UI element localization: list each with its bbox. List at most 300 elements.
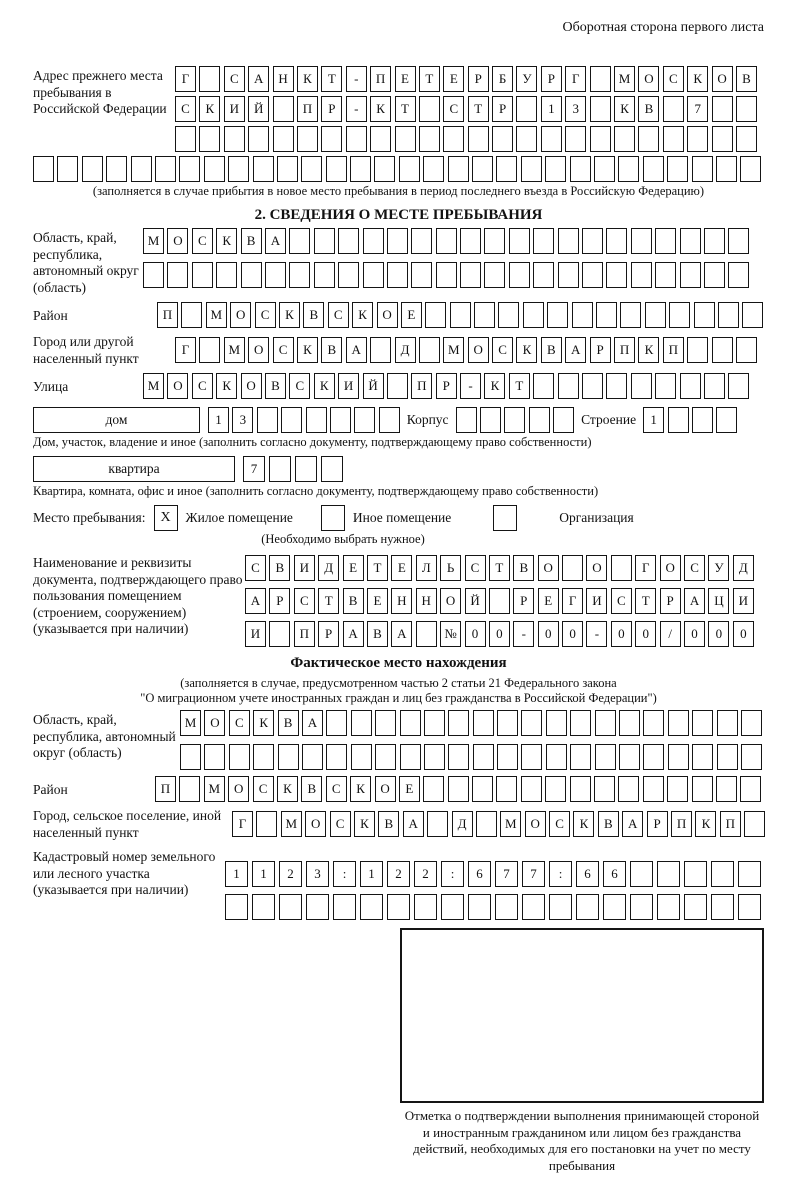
char-cell[interactable]	[692, 744, 713, 770]
char-cell[interactable]: И	[294, 555, 315, 581]
char-cell[interactable]: С	[465, 555, 486, 581]
char-cell[interactable]	[387, 228, 408, 254]
char-cell[interactable]: П	[663, 337, 684, 363]
char-cell[interactable]: С	[492, 337, 513, 363]
char-cell[interactable]: О	[712, 66, 733, 92]
char-cell[interactable]: 0	[733, 621, 754, 647]
char-cell[interactable]	[711, 861, 734, 887]
char-cell[interactable]: А	[248, 66, 269, 92]
char-cell[interactable]: М	[443, 337, 464, 363]
char-cell[interactable]	[199, 337, 220, 363]
char-cell[interactable]	[668, 744, 689, 770]
char-cell[interactable]	[594, 776, 615, 802]
char-cell[interactable]	[521, 710, 542, 736]
char-cell[interactable]	[448, 156, 469, 182]
char-cell[interactable]	[314, 262, 335, 288]
char-cell[interactable]: А	[302, 710, 323, 736]
char-cell[interactable]: С	[175, 96, 196, 122]
char-cell[interactable]: Е	[443, 66, 464, 92]
char-cell[interactable]	[277, 156, 298, 182]
char-cell[interactable]: П	[411, 373, 432, 399]
char-cell[interactable]: /	[660, 621, 681, 647]
char-cell[interactable]: Л	[416, 555, 437, 581]
char-cell[interactable]	[106, 156, 127, 182]
char-cell[interactable]	[423, 156, 444, 182]
char-cell[interactable]: В	[301, 776, 322, 802]
char-cell[interactable]: С	[328, 302, 349, 328]
char-cell[interactable]	[546, 744, 567, 770]
char-cell[interactable]: Г	[232, 811, 253, 837]
char-cell[interactable]	[728, 262, 749, 288]
char-cell[interactable]: К	[199, 96, 220, 122]
char-cell[interactable]: С	[684, 555, 705, 581]
char-cell[interactable]: Р	[492, 96, 513, 122]
char-cell[interactable]	[529, 407, 550, 433]
char-cell[interactable]: М	[206, 302, 227, 328]
char-cell[interactable]	[545, 776, 566, 802]
char-cell[interactable]	[375, 744, 396, 770]
char-cell[interactable]: Т	[468, 96, 489, 122]
char-cell[interactable]	[570, 710, 591, 736]
dom-box[interactable]: дом	[33, 407, 200, 433]
char-cell[interactable]: Р	[660, 588, 681, 614]
char-cell[interactable]: Г	[635, 555, 656, 581]
char-cell[interactable]: :	[549, 861, 572, 887]
char-cell[interactable]	[565, 126, 586, 152]
char-cell[interactable]: Р	[590, 337, 611, 363]
char-cell[interactable]	[740, 156, 761, 182]
char-cell[interactable]	[448, 776, 469, 802]
char-cell[interactable]: Е	[399, 776, 420, 802]
char-cell[interactable]	[423, 776, 444, 802]
char-cell[interactable]	[448, 710, 469, 736]
char-cell[interactable]: К	[216, 373, 237, 399]
char-cell[interactable]	[533, 228, 554, 254]
char-cell[interactable]	[657, 894, 680, 920]
char-cell[interactable]: В	[513, 555, 534, 581]
char-cell[interactable]: Р	[318, 621, 339, 647]
char-cell[interactable]: А	[565, 337, 586, 363]
char-cell[interactable]: 3	[306, 861, 329, 887]
char-cell[interactable]	[436, 262, 457, 288]
char-cell[interactable]	[631, 228, 652, 254]
char-cell[interactable]	[522, 894, 545, 920]
char-cell[interactable]: М	[143, 228, 164, 254]
char-cell[interactable]: Т	[509, 373, 530, 399]
char-cell[interactable]	[545, 156, 566, 182]
char-cell[interactable]: С	[443, 96, 464, 122]
char-cell[interactable]: 0	[684, 621, 705, 647]
char-cell[interactable]: С	[294, 588, 315, 614]
char-cell[interactable]	[360, 894, 383, 920]
char-cell[interactable]: Б	[492, 66, 513, 92]
char-cell[interactable]	[175, 126, 196, 152]
char-cell[interactable]	[712, 126, 733, 152]
char-cell[interactable]: Н	[416, 588, 437, 614]
char-cell[interactable]	[411, 262, 432, 288]
char-cell[interactable]: В	[269, 555, 290, 581]
char-cell[interactable]	[241, 262, 262, 288]
char-cell[interactable]	[496, 156, 517, 182]
char-cell[interactable]	[448, 744, 469, 770]
char-cell[interactable]: -	[586, 621, 607, 647]
char-cell[interactable]: С	[611, 588, 632, 614]
char-cell[interactable]	[533, 262, 554, 288]
char-cell[interactable]: К	[695, 811, 716, 837]
char-cell[interactable]: О	[377, 302, 398, 328]
char-cell[interactable]	[419, 96, 440, 122]
char-cell[interactable]	[289, 262, 310, 288]
char-cell[interactable]	[179, 156, 200, 182]
char-cell[interactable]	[521, 776, 542, 802]
char-cell[interactable]	[692, 407, 713, 433]
char-cell[interactable]	[199, 126, 220, 152]
char-cell[interactable]: И	[245, 621, 266, 647]
char-cell[interactable]: В	[303, 302, 324, 328]
char-cell[interactable]: О	[375, 776, 396, 802]
char-cell[interactable]: С	[229, 710, 250, 736]
char-cell[interactable]: Т	[489, 555, 510, 581]
char-cell[interactable]: О	[204, 710, 225, 736]
char-cell[interactable]: Й	[465, 588, 486, 614]
char-cell[interactable]: 2	[414, 861, 437, 887]
char-cell[interactable]: С	[273, 337, 294, 363]
char-cell[interactable]	[738, 894, 761, 920]
char-cell[interactable]	[326, 744, 347, 770]
char-cell[interactable]: Р	[436, 373, 457, 399]
char-cell[interactable]	[712, 337, 733, 363]
char-cell[interactable]: -	[460, 373, 481, 399]
char-cell[interactable]: С	[245, 555, 266, 581]
char-cell[interactable]: Г	[175, 66, 196, 92]
char-cell[interactable]	[265, 262, 286, 288]
char-cell[interactable]: №	[440, 621, 461, 647]
char-cell[interactable]: А	[245, 588, 266, 614]
char-cell[interactable]	[379, 407, 400, 433]
char-cell[interactable]: 1	[252, 861, 275, 887]
kvartira-box[interactable]: квартира	[33, 456, 235, 482]
char-cell[interactable]: 7	[243, 456, 265, 482]
char-cell[interactable]: 0	[708, 621, 729, 647]
char-cell[interactable]: У	[516, 66, 537, 92]
char-cell[interactable]	[289, 228, 310, 254]
char-cell[interactable]	[684, 894, 707, 920]
char-cell[interactable]	[204, 744, 225, 770]
char-cell[interactable]: 2	[279, 861, 302, 887]
char-cell[interactable]	[549, 894, 572, 920]
char-cell[interactable]	[427, 811, 448, 837]
char-cell[interactable]	[711, 894, 734, 920]
char-cell[interactable]	[716, 156, 737, 182]
char-cell[interactable]: К	[573, 811, 594, 837]
char-cell[interactable]	[273, 126, 294, 152]
char-cell[interactable]: К	[253, 710, 274, 736]
char-cell[interactable]	[716, 776, 737, 802]
char-cell[interactable]	[603, 894, 626, 920]
char-cell[interactable]	[582, 373, 603, 399]
char-cell[interactable]	[669, 302, 690, 328]
char-cell[interactable]: 3	[232, 407, 253, 433]
char-cell[interactable]: К	[352, 302, 373, 328]
char-cell[interactable]: И	[733, 588, 754, 614]
char-cell[interactable]: 1	[541, 96, 562, 122]
char-cell[interactable]: К	[354, 811, 375, 837]
char-cell[interactable]: О	[228, 776, 249, 802]
char-cell[interactable]: 7	[522, 861, 545, 887]
char-cell[interactable]: 2	[387, 861, 410, 887]
char-cell[interactable]	[504, 407, 525, 433]
char-cell[interactable]	[269, 456, 291, 482]
char-cell[interactable]: К	[638, 337, 659, 363]
char-cell[interactable]	[350, 156, 371, 182]
char-cell[interactable]	[495, 894, 518, 920]
char-cell[interactable]	[82, 156, 103, 182]
char-cell[interactable]: О	[660, 555, 681, 581]
char-cell[interactable]	[460, 262, 481, 288]
char-cell[interactable]	[387, 262, 408, 288]
char-cell[interactable]: М	[204, 776, 225, 802]
char-cell[interactable]	[473, 744, 494, 770]
char-cell[interactable]	[590, 96, 611, 122]
char-cell[interactable]	[302, 744, 323, 770]
char-cell[interactable]	[143, 262, 164, 288]
char-cell[interactable]: С	[224, 66, 245, 92]
char-cell[interactable]: К	[516, 337, 537, 363]
char-cell[interactable]	[414, 894, 437, 920]
char-cell[interactable]	[370, 337, 391, 363]
char-cell[interactable]: О	[230, 302, 251, 328]
char-cell[interactable]: А	[346, 337, 367, 363]
char-cell[interactable]: Т	[321, 66, 342, 92]
char-cell[interactable]	[594, 156, 615, 182]
char-cell[interactable]	[131, 156, 152, 182]
char-cell[interactable]: Т	[635, 588, 656, 614]
char-cell[interactable]: О	[538, 555, 559, 581]
char-cell[interactable]: С	[330, 811, 351, 837]
char-cell[interactable]	[472, 776, 493, 802]
char-cell[interactable]: А	[403, 811, 424, 837]
char-cell[interactable]	[253, 744, 274, 770]
char-cell[interactable]: И	[224, 96, 245, 122]
char-cell[interactable]: А	[265, 228, 286, 254]
char-cell[interactable]	[619, 744, 640, 770]
char-cell[interactable]	[425, 302, 446, 328]
char-cell[interactable]	[474, 302, 495, 328]
char-cell[interactable]	[252, 894, 275, 920]
char-cell[interactable]: П	[671, 811, 692, 837]
char-cell[interactable]: А	[343, 621, 364, 647]
char-cell[interactable]	[180, 744, 201, 770]
char-cell[interactable]: О	[305, 811, 326, 837]
char-cell[interactable]	[728, 373, 749, 399]
char-cell[interactable]: Г	[562, 588, 583, 614]
char-cell[interactable]: Д	[395, 337, 416, 363]
char-cell[interactable]	[687, 126, 708, 152]
char-cell[interactable]	[692, 156, 713, 182]
char-cell[interactable]: -	[346, 66, 367, 92]
char-cell[interactable]: -	[513, 621, 534, 647]
char-cell[interactable]: 0	[465, 621, 486, 647]
char-cell[interactable]: :	[441, 861, 464, 887]
char-cell[interactable]	[717, 710, 738, 736]
char-cell[interactable]: П	[720, 811, 741, 837]
char-cell[interactable]	[523, 302, 544, 328]
char-cell[interactable]	[562, 555, 583, 581]
char-cell[interactable]	[443, 126, 464, 152]
char-cell[interactable]	[655, 262, 676, 288]
char-cell[interactable]	[346, 126, 367, 152]
char-cell[interactable]: О	[241, 373, 262, 399]
char-cell[interactable]	[354, 407, 375, 433]
char-cell[interactable]: 6	[468, 861, 491, 887]
char-cell[interactable]: К	[687, 66, 708, 92]
char-cell[interactable]	[450, 302, 471, 328]
char-cell[interactable]	[326, 156, 347, 182]
char-cell[interactable]	[216, 262, 237, 288]
char-cell[interactable]: 0	[538, 621, 559, 647]
char-cell[interactable]	[541, 126, 562, 152]
char-cell[interactable]	[742, 302, 763, 328]
char-cell[interactable]	[326, 710, 347, 736]
char-cell[interactable]	[395, 126, 416, 152]
char-cell[interactable]	[618, 776, 639, 802]
char-cell[interactable]	[643, 156, 664, 182]
char-cell[interactable]	[736, 96, 757, 122]
char-cell[interactable]: Р	[468, 66, 489, 92]
char-cell[interactable]	[269, 621, 290, 647]
char-cell[interactable]	[351, 744, 372, 770]
char-cell[interactable]: В	[378, 811, 399, 837]
char-cell[interactable]	[618, 156, 639, 182]
char-cell[interactable]	[704, 262, 725, 288]
char-cell[interactable]: В	[736, 66, 757, 92]
char-cell[interactable]: А	[622, 811, 643, 837]
char-cell[interactable]	[680, 228, 701, 254]
char-cell[interactable]: П	[155, 776, 176, 802]
char-cell[interactable]	[614, 126, 635, 152]
char-cell[interactable]: Е	[343, 555, 364, 581]
char-cell[interactable]	[684, 861, 707, 887]
char-cell[interactable]: В	[598, 811, 619, 837]
char-cell[interactable]	[509, 228, 530, 254]
char-cell[interactable]	[295, 456, 317, 482]
char-cell[interactable]	[595, 710, 616, 736]
char-cell[interactable]	[643, 776, 664, 802]
char-cell[interactable]: С	[192, 373, 213, 399]
char-cell[interactable]: 0	[489, 621, 510, 647]
char-cell[interactable]: Р	[513, 588, 534, 614]
char-cell[interactable]	[718, 302, 739, 328]
char-cell[interactable]	[498, 302, 519, 328]
char-cell[interactable]: О	[586, 555, 607, 581]
char-cell[interactable]	[456, 407, 477, 433]
char-cell[interactable]: П	[370, 66, 391, 92]
char-cell[interactable]: О	[440, 588, 461, 614]
stamp-box[interactable]	[400, 928, 764, 1103]
char-cell[interactable]	[473, 710, 494, 736]
char-cell[interactable]: У	[708, 555, 729, 581]
char-cell[interactable]	[704, 228, 725, 254]
char-cell[interactable]: К	[277, 776, 298, 802]
char-cell[interactable]: 1	[208, 407, 229, 433]
char-cell[interactable]: 6	[603, 861, 626, 887]
char-cell[interactable]: В	[343, 588, 364, 614]
char-cell[interactable]	[516, 126, 537, 152]
char-cell[interactable]	[638, 126, 659, 152]
char-cell[interactable]	[321, 456, 343, 482]
char-cell[interactable]: В	[265, 373, 286, 399]
char-cell[interactable]	[306, 407, 327, 433]
char-cell[interactable]	[744, 811, 765, 837]
char-cell[interactable]: 0	[562, 621, 583, 647]
char-cell[interactable]: П	[297, 96, 318, 122]
char-cell[interactable]: 0	[611, 621, 632, 647]
char-cell[interactable]	[595, 744, 616, 770]
char-cell[interactable]	[301, 156, 322, 182]
char-cell[interactable]: Е	[391, 555, 412, 581]
char-cell[interactable]	[631, 262, 652, 288]
char-cell[interactable]	[419, 337, 440, 363]
char-cell[interactable]	[558, 373, 579, 399]
char-cell[interactable]: К	[484, 373, 505, 399]
char-cell[interactable]: Н	[391, 588, 412, 614]
char-cell[interactable]: Г	[175, 337, 196, 363]
char-cell[interactable]: М	[500, 811, 521, 837]
char-cell[interactable]	[351, 710, 372, 736]
char-cell[interactable]	[570, 776, 591, 802]
char-cell[interactable]	[306, 894, 329, 920]
char-cell[interactable]	[399, 156, 420, 182]
char-cell[interactable]	[424, 710, 445, 736]
char-cell[interactable]: В	[278, 710, 299, 736]
char-cell[interactable]: И	[338, 373, 359, 399]
char-cell[interactable]	[606, 373, 627, 399]
char-cell[interactable]	[712, 96, 733, 122]
char-cell[interactable]	[496, 776, 517, 802]
char-cell[interactable]: С	[289, 373, 310, 399]
char-cell[interactable]	[497, 710, 518, 736]
char-cell[interactable]: Й	[248, 96, 269, 122]
char-cell[interactable]: М	[180, 710, 201, 736]
char-cell[interactable]	[606, 262, 627, 288]
char-cell[interactable]: К	[216, 228, 237, 254]
char-cell[interactable]	[643, 744, 664, 770]
char-cell[interactable]: С	[253, 776, 274, 802]
char-cell[interactable]	[460, 228, 481, 254]
char-cell[interactable]	[468, 126, 489, 152]
char-cell[interactable]	[553, 407, 574, 433]
char-cell[interactable]	[363, 228, 384, 254]
char-cell[interactable]	[181, 302, 202, 328]
char-cell[interactable]	[521, 744, 542, 770]
char-cell[interactable]	[489, 588, 510, 614]
char-cell[interactable]: 1	[360, 861, 383, 887]
char-cell[interactable]	[509, 262, 530, 288]
char-cell[interactable]	[728, 228, 749, 254]
char-cell[interactable]	[596, 302, 617, 328]
char-cell[interactable]	[521, 156, 542, 182]
char-cell[interactable]: Е	[401, 302, 422, 328]
char-cell[interactable]	[736, 126, 757, 152]
char-cell[interactable]	[281, 407, 302, 433]
char-cell[interactable]	[279, 894, 302, 920]
char-cell[interactable]: Д	[452, 811, 473, 837]
char-cell[interactable]	[631, 373, 652, 399]
char-cell[interactable]	[419, 126, 440, 152]
char-cell[interactable]: С	[255, 302, 276, 328]
char-cell[interactable]: Г	[565, 66, 586, 92]
char-cell[interactable]	[667, 156, 688, 182]
